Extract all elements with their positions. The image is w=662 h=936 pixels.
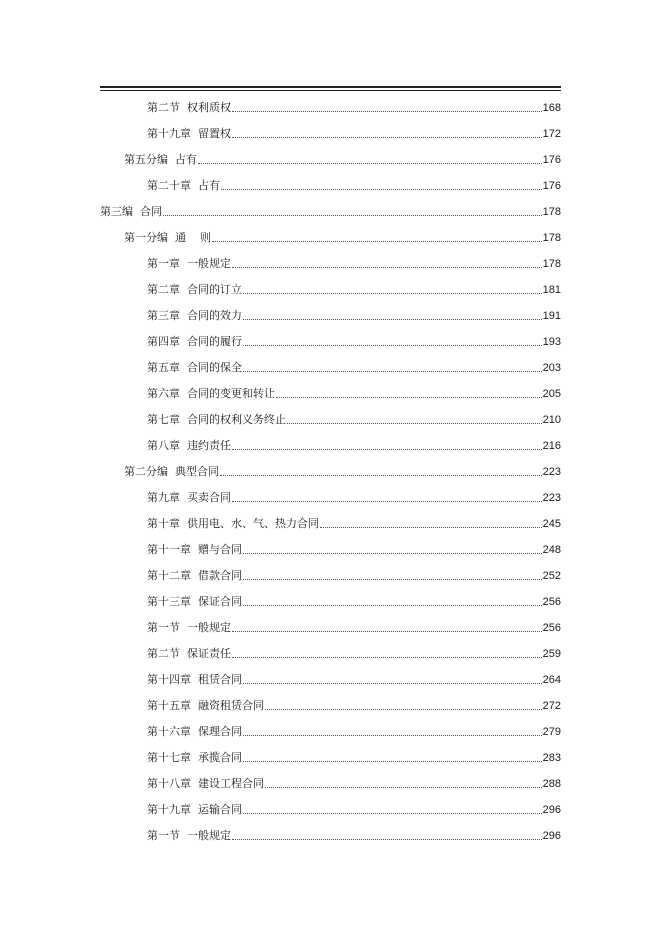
toc-dot-leader xyxy=(212,240,542,242)
toc-entry[interactable] xyxy=(100,221,561,247)
toc-entry[interactable] xyxy=(100,637,561,663)
toc-dot-leader xyxy=(276,396,542,398)
toc-entry-title: 第一节 一般规定 xyxy=(147,829,231,842)
toc-entry-page-number: 223 xyxy=(542,492,561,504)
toc-entry-title: 第六章 合同的变更和转让 xyxy=(147,387,275,400)
toc-entry-title: 第十二章 借款合同 xyxy=(147,569,242,582)
toc-dot-leader xyxy=(163,214,542,216)
toc-entry-title: 第十九章 留置权 xyxy=(147,127,231,140)
toc-entry-page-number: 264 xyxy=(542,674,561,686)
toc-entry[interactable] xyxy=(100,533,561,559)
toc-entry-page-number: 191 xyxy=(542,310,561,322)
toc-entry[interactable] xyxy=(100,819,561,845)
toc-dot-leader xyxy=(198,162,542,164)
toc-entry[interactable] xyxy=(100,143,561,169)
toc-entry-page-number: 178 xyxy=(542,206,561,218)
toc-entry[interactable] xyxy=(100,117,561,143)
toc-entry[interactable] xyxy=(100,663,561,689)
toc-entry-page-number: 256 xyxy=(542,622,561,634)
toc-entry-title: 第十六章 保理合同 xyxy=(147,725,242,738)
toc-entry-page-number: 205 xyxy=(542,388,561,400)
toc-entry-title: 第二节 权利质权 xyxy=(147,101,231,114)
toc-entry[interactable] xyxy=(100,403,561,429)
toc-entry-title: 第一节 一般规定 xyxy=(147,621,231,634)
toc-entry-page-number: 256 xyxy=(542,596,561,608)
toc-entry-title: 第二章 合同的订立 xyxy=(147,283,242,296)
toc-entry[interactable] xyxy=(100,169,561,195)
toc-dot-leader xyxy=(243,604,542,606)
toc-entry[interactable] xyxy=(100,793,561,819)
toc-entry-page-number: 245 xyxy=(542,518,561,530)
toc-dot-leader xyxy=(243,344,542,346)
toc-entry[interactable] xyxy=(100,767,561,793)
toc-dot-leader xyxy=(243,292,542,294)
toc-entry-page-number: 223 xyxy=(542,466,561,478)
toc-dot-leader xyxy=(220,474,542,476)
toc-entry-title: 第四章 合同的履行 xyxy=(147,335,242,348)
toc-entry[interactable] xyxy=(100,247,561,273)
toc-entry[interactable] xyxy=(100,299,561,325)
toc-entry-page-number: 296 xyxy=(542,830,561,842)
toc-entry-title: 第七章 合同的权利义务终止 xyxy=(147,413,286,426)
toc-entry-title: 第十一章 赠与合同 xyxy=(147,543,242,556)
toc-dot-leader xyxy=(287,422,542,424)
toc-entry[interactable] xyxy=(100,481,561,507)
toc-dot-leader xyxy=(243,682,542,684)
toc-dot-leader xyxy=(265,708,542,710)
toc-entry[interactable] xyxy=(100,351,561,377)
toc-entry-page-number: 176 xyxy=(542,180,561,192)
toc-entry[interactable] xyxy=(100,195,561,221)
toc-entry[interactable] xyxy=(100,273,561,299)
toc-dot-leader xyxy=(243,734,542,736)
toc-entry-page-number: 248 xyxy=(542,544,561,556)
toc-entry-page-number: 259 xyxy=(542,648,561,660)
toc-dot-leader xyxy=(320,526,542,528)
toc-entry-title: 第十七章 承揽合同 xyxy=(147,751,242,764)
toc-dot-leader xyxy=(243,578,542,580)
toc-entry-page-number: 193 xyxy=(542,336,561,348)
toc-dot-leader xyxy=(232,448,542,450)
toc-dot-leader xyxy=(232,630,542,632)
toc-entry-page-number: 279 xyxy=(542,726,561,738)
toc-entry-title: 第九章 买卖合同 xyxy=(147,491,231,504)
toc-entry-title: 第二节 保证责任 xyxy=(147,647,231,660)
toc-entry-title: 第一分编 通 则 xyxy=(124,231,211,244)
toc-entry-page-number: 272 xyxy=(542,700,561,712)
toc-entry[interactable] xyxy=(100,455,561,481)
toc-entry[interactable] xyxy=(100,429,561,455)
toc-entry-page-number: 178 xyxy=(542,258,561,270)
toc-entry-title: 第二分编 典型合同 xyxy=(124,465,219,478)
toc-entry-title: 第十八章 建设工程合同 xyxy=(147,777,264,790)
toc-entry-page-number: 288 xyxy=(542,778,561,790)
toc-entry-page-number: 203 xyxy=(542,362,561,374)
toc-entry-title: 第十章 供用电、水、气、热力合同 xyxy=(147,517,319,530)
toc-entry-title: 第五分编 占有 xyxy=(124,153,197,166)
toc-entry-page-number: 168 xyxy=(542,102,561,114)
toc-dot-leader xyxy=(232,656,542,658)
toc-dot-leader xyxy=(232,266,542,268)
toc-dot-leader xyxy=(232,838,542,840)
toc-entry-page-number: 178 xyxy=(542,232,561,244)
toc-entry-title: 第三章 合同的效力 xyxy=(147,309,242,322)
toc-dot-leader xyxy=(221,188,542,190)
toc-entry-title: 第十九章 运输合同 xyxy=(147,803,242,816)
toc-entry-page-number: 181 xyxy=(542,284,561,296)
toc-entry[interactable] xyxy=(100,585,561,611)
toc-entry-page-number: 176 xyxy=(542,154,561,166)
toc-entry[interactable] xyxy=(100,507,561,533)
toc-dot-leader xyxy=(243,552,542,554)
toc-entry-title: 第五章 合同的保全 xyxy=(147,361,242,374)
table-of-contents xyxy=(100,91,561,845)
toc-entry[interactable] xyxy=(100,559,561,585)
toc-entry-title: 第十四章 租赁合同 xyxy=(147,673,242,686)
toc-entry[interactable] xyxy=(100,325,561,351)
toc-entry-title: 第二十章 占有 xyxy=(147,179,220,192)
toc-entry[interactable] xyxy=(100,611,561,637)
toc-entry[interactable] xyxy=(100,91,561,117)
toc-entry-page-number: 283 xyxy=(542,752,561,764)
toc-entry-page-number: 252 xyxy=(542,570,561,582)
toc-entry[interactable] xyxy=(100,377,561,403)
toc-entry[interactable] xyxy=(100,689,561,715)
toc-dot-leader xyxy=(232,500,542,502)
toc-entry-title: 第三编 合同 xyxy=(100,205,162,218)
toc-entry-title: 第八章 违约责任 xyxy=(147,439,231,452)
toc-dot-leader xyxy=(243,370,542,372)
toc-entry-title: 第一章 一般规定 xyxy=(147,257,231,270)
toc-dot-leader xyxy=(265,786,542,788)
toc-dot-leader xyxy=(243,760,542,762)
toc-entry-page-number: 216 xyxy=(542,440,561,452)
toc-entry[interactable] xyxy=(100,715,561,741)
toc-dot-leader xyxy=(232,136,542,138)
toc-dot-leader xyxy=(243,318,542,320)
toc-dot-leader xyxy=(232,110,542,112)
toc-entry[interactable] xyxy=(100,741,561,767)
toc-entry-page-number: 210 xyxy=(542,414,561,426)
toc-entry-page-number: 172 xyxy=(542,128,561,140)
toc-entry-title: 第十三章 保证合同 xyxy=(147,595,242,608)
toc-dot-leader xyxy=(243,812,542,814)
toc-entry-title: 第十五章 融资租赁合同 xyxy=(147,699,264,712)
toc-entry-page-number: 296 xyxy=(542,804,561,816)
